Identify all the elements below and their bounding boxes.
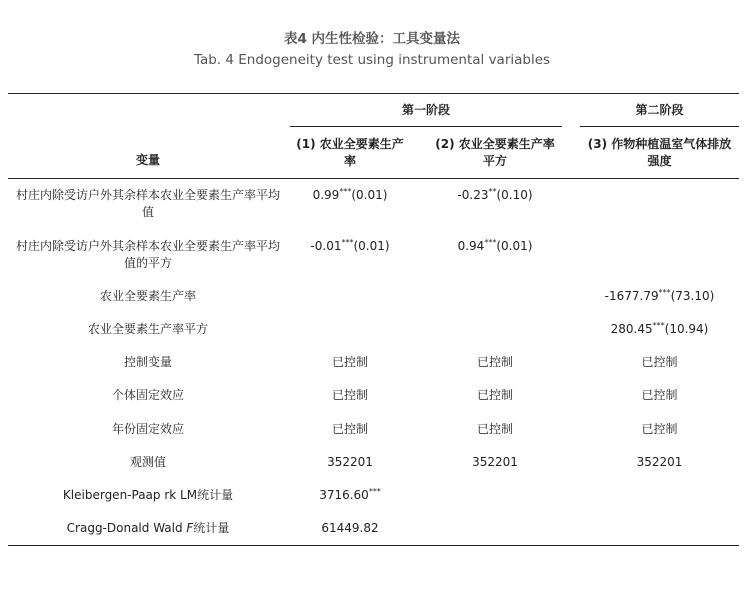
row-label: 个体固定效应 <box>111 388 184 402</box>
row6-col1-value: 已控制 <box>331 422 368 436</box>
row-label <box>8 238 288 272</box>
row-label: 年份固定效应 <box>111 422 184 436</box>
header-col3-line1: (3) 作物种植温室气体排放 <box>587 137 732 151</box>
row5-col3-value: 已控制 <box>641 388 678 402</box>
header-col1-line2: 率 <box>343 154 356 168</box>
row-label: 观测值 <box>129 455 166 469</box>
row6-col3-value: 已控制 <box>641 422 678 436</box>
table-title-cn: 表4 内生性检验：工具变量法 <box>283 31 461 47</box>
row3-col3-value: 280.45***(10.94) <box>610 321 709 336</box>
row5-col2-value: 已控制 <box>476 388 513 402</box>
row4-col3-value: 已控制 <box>641 355 678 369</box>
row7-col1-value: 352201 <box>327 455 373 469</box>
row1-col1-value: -0.01***(0.01) <box>310 238 390 253</box>
header-col2-line1: (2) 农业全要素生产率 <box>435 137 555 151</box>
row-label-line2: 值的平方 <box>123 256 172 270</box>
header-col1 <box>290 136 410 170</box>
row-label: 控制变量 <box>123 355 172 369</box>
header-stage2: 第二阶段 <box>635 103 684 117</box>
row-label-line1: 村庄内除受访户外其余样本农业全要素生产率平均 <box>15 239 280 253</box>
row9-col1-value: 61449.82 <box>321 521 379 535</box>
header-col1-line1: (1) 农业全要素生产 <box>296 137 404 151</box>
row-label: Cragg-Donald Wald F统计量 <box>66 521 230 535</box>
header-bottom-rule <box>8 178 739 179</box>
row2-col3-value: -1677.79***(73.10) <box>604 288 715 303</box>
row4-col2-value: 已控制 <box>476 355 513 369</box>
row-label: 农业全要素生产率平方 <box>87 322 208 336</box>
row-label-line2: 值 <box>141 205 154 219</box>
row0-col1-value: 0.99***(0.01) <box>312 187 388 202</box>
stage1-underline <box>290 126 562 127</box>
row-label: Kleibergen-Paap rk LM统计量 <box>62 488 234 502</box>
row4-col1-value: 已控制 <box>331 355 368 369</box>
row1-col2-value: 0.94***(0.01) <box>457 238 533 253</box>
row7-col2-value: 352201 <box>472 455 518 469</box>
bottom-rule <box>8 545 739 546</box>
row-label-line1: 村庄内除受访户外其余样本农业全要素生产率平均 <box>15 188 280 202</box>
header-col2 <box>430 136 560 170</box>
row5-col1-value: 已控制 <box>331 388 368 402</box>
row0-col2-value: -0.23**(0.10) <box>457 187 533 202</box>
header-variable: 变量 <box>135 153 160 167</box>
header-col3-line2: 强度 <box>647 154 672 168</box>
row6-col2-value: 已控制 <box>476 422 513 436</box>
stage2-underline <box>580 126 739 127</box>
header-stage1: 第一阶段 <box>401 103 450 117</box>
header-col3 <box>580 136 739 170</box>
row-label <box>8 187 288 221</box>
row8-col1-value: 3716.60*** <box>319 487 381 502</box>
header-col2-line2: 平方 <box>482 154 507 168</box>
row-label: 农业全要素生产率 <box>99 289 196 303</box>
table-title-en: Tab. 4 Endogeneity test using instrumental variables <box>193 52 551 68</box>
top-rule <box>8 93 739 94</box>
row7-col3-value: 352201 <box>636 455 683 469</box>
